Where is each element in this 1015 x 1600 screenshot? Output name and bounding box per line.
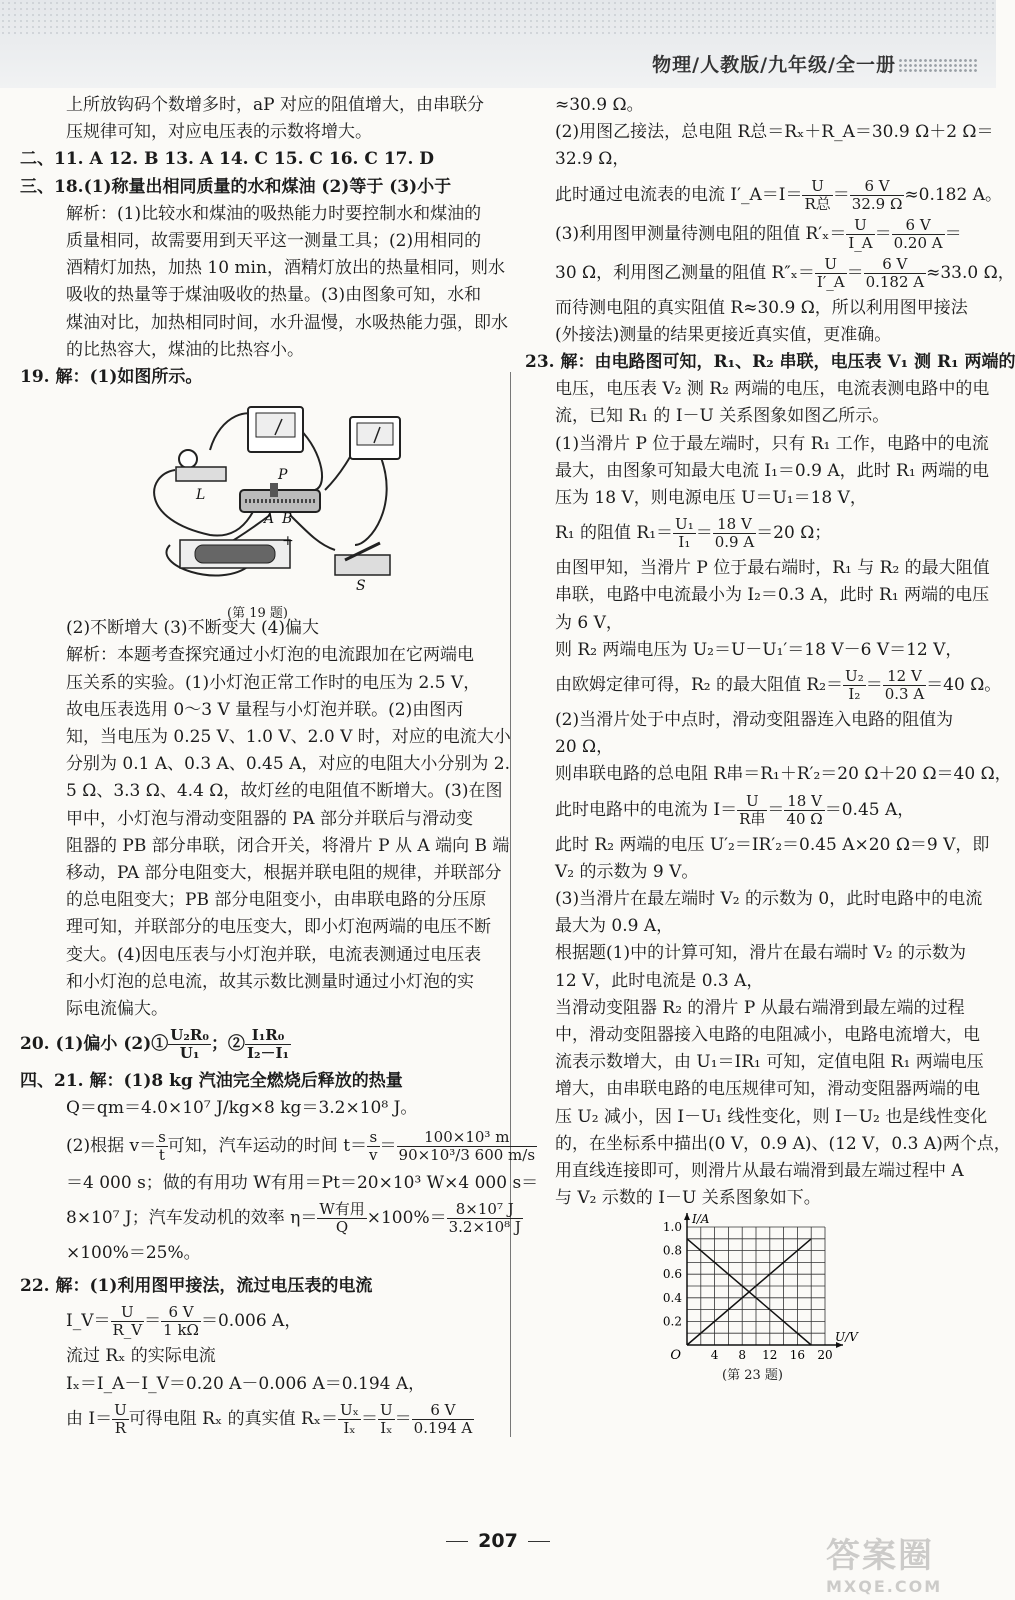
text-line: 中，滑动变阻器接入电路的电阻减小，电路电流增大，电 — [555, 1025, 980, 1046]
text-line: 压规律可知，对应电压表的示数将增大。 — [66, 122, 372, 143]
text-line: 用直线连接即可，则滑片从最右端滑到最左端过程中 A — [555, 1161, 964, 1182]
y-axis-arrow — [684, 1213, 690, 1220]
text-line: (2)不断增大 (3)不断变大 (4)偏大 — [66, 618, 320, 639]
y-tick-label: 1.0 — [662, 1219, 682, 1234]
text-line: 阻器的 PB 部分串联，闭合开关，将滑片 P 从 A 端向 B 端 — [66, 835, 510, 856]
fraction: $\frac{\text{U₁}}{\text{I₁}}$ — [675, 515, 694, 552]
text-line: 则 R₂ 两端电压为 U₂＝U－U₁′＝18 V－6 V＝12 V， — [555, 639, 963, 660]
text-line: 32.9 Ω， — [555, 149, 630, 170]
watermark-url: MXQE.COM — [826, 1577, 943, 1596]
text-line: (外接法)测量的结果更接近真实值，更准确。 — [555, 324, 892, 345]
circuit-diagram — [20, 395, 495, 595]
fraction: $\frac{\text{U₂R₀}}{\text{U₁}}$ — [170, 1026, 209, 1063]
fraction: $\frac{\text{I₁R₀}}{\text{I₂－I₁}}$ — [246, 1026, 290, 1063]
text-line: 当滑动变阻器 R₂ 的滑片 P 从最右端滑到最左端的过程 — [555, 997, 965, 1018]
bulb-icon — [176, 450, 226, 481]
x-tick-label: 16 — [789, 1347, 806, 1362]
formula-line: (2)根据 v＝ $\frac{s}{t}$ 可知，汽车运动的时间 t＝ $\frac{s}{v}$ ＝ $\frac{\text{100×10³ m}}{\text{90×10³/3 600 m/s}}$ — [66, 1127, 536, 1164]
text-line: (3)当滑片在最左端时 V₂ 的示数为 0，此时电路中的电流 — [555, 889, 983, 910]
fraction: $\frac{U}{I\_A}$ — [848, 215, 873, 252]
x-tick-label: 12 — [762, 1347, 778, 1362]
y-tick-label: 0.4 — [662, 1290, 682, 1305]
x-tick-label: 20 — [817, 1347, 833, 1362]
formula-line: 此时通过电流表的电流 I′_A＝I＝ $\frac{U}{\text{R总}}$ ＝ $\frac{6 V}{32.9 \Omega}$ ≈0.182 A。 — [555, 176, 1002, 213]
y-tick-label: 0.8 — [662, 1243, 682, 1258]
question-18-answer: 三、18.(1)称量出相同质量的水和煤油 (2)等于 (3)小于 — [20, 176, 452, 197]
text-line: 则串联电路的总电阻 R串＝R₁＋R′₂＝20 Ω＋20 Ω＝40 Ω， — [555, 764, 1012, 785]
page-number: 207 — [0, 1530, 996, 1552]
text-line: 与 V₂ 示数的 I－U 关系图象如下。 — [555, 1188, 821, 1209]
fraction: $\frac{U}{\text{R总}}$ — [804, 176, 831, 213]
text-line: 压为 18 V，则电源电压 U＝U₁＝18 V， — [555, 488, 867, 509]
formula-line: 由欧姆定律可得，R₂ 的最大阻值 R₂＝ $\frac{\text{U₂}}{\text{I₂}}$ ＝ $\frac{12 V}{0.3 A}$ ＝40 Ω。 — [555, 667, 1002, 704]
text-line: 流，已知 R₁ 的 I－U 关系图象如图乙所示。 — [555, 406, 890, 427]
formula-line: 此时电路中的电流为 I＝ $\frac{U}{\text{R串}}$ ＝ $\frac{18 V}{40 \Omega}$ ＝0.45 A， — [555, 791, 915, 828]
text-line: 5 Ω、3.3 Ω、4.4 Ω，故灯丝的电阻值不断增大。(3)在图 — [66, 781, 503, 802]
text-line: 的比热容大，煤油的比热容小。 — [66, 339, 304, 360]
fraction: $\frac{18 V}{0.9 A}$ — [714, 515, 755, 552]
fraction: $\frac{U}{I'\_A}$ — [816, 254, 845, 291]
text-line: 增大，由串联电路的电压规律可知，滑动变阻器两端的电 — [555, 1079, 980, 1100]
fraction: $\frac{6 V}{0.194 A}$ — [413, 1400, 473, 1437]
text-line: Q＝qm＝4.0×10⁷ J/kg×8 kg＝3.2×10⁸ J。 — [66, 1098, 418, 1119]
text-line: 的总电阻变大；PB 部分电阻变小，由串联电路的分压原 — [66, 890, 487, 911]
text-line: ≈30.9 Ω。 — [555, 95, 644, 115]
figure-23-caption: (第 23 题) — [722, 1367, 783, 1383]
y-axis-label: I/A — [692, 1211, 710, 1226]
label-plus: + — [282, 533, 294, 550]
question-22-heading: 22. 解：(1)利用图甲接法，流过电压表的电流 — [20, 1276, 373, 1297]
fraction: $\frac{s}{t}$ — [158, 1127, 166, 1164]
formula-line: (3)利用图甲测量待测电阻的阻值 R′ₓ＝ $\frac{U}{I\_A}$ ＝ $\frac{6 V}{0.20 A}$ ＝ — [555, 215, 962, 252]
column-divider — [510, 372, 511, 1437]
text-line: 移动，PA 部分电阻变大，根据并联电阻的规律，并联部分 — [66, 863, 502, 884]
label-P: P — [278, 467, 288, 484]
figure-19-caption: (第 19 题) — [227, 606, 288, 622]
text-line: 和小灯泡的总电流，故其示数比测量时通过小灯泡的实 — [66, 971, 474, 992]
text-line: 12 V，此时电流是 0.3 A， — [555, 970, 764, 991]
fraction: $\frac{\text{8×10⁷ J}}{\text{3.2×10⁸ J}}$ — [448, 1199, 521, 1236]
text-line: 串联，电路中电流最小为 I₂＝0.3 A，此时 R₁ 两端的电压 — [555, 585, 990, 606]
fraction: $\frac{12 V}{0.3 A}$ — [884, 667, 925, 704]
formula-line: 30 Ω，利用图乙测量的阻值 R″ₓ＝ $\frac{U}{I'\_A}$ ＝ $\frac{6 V}{0.182 A}$ ≈33.0 Ω， — [555, 254, 1015, 291]
origin-label: O — [670, 1347, 681, 1363]
page-number-dash — [528, 1541, 550, 1542]
text-line: ×100%＝25%。 — [66, 1242, 201, 1263]
text-line: V₂ 的示数为 9 V。 — [555, 861, 699, 882]
label-S: S — [356, 578, 366, 595]
text-line: 最大，由图象可知最大电流 I₁＝0.9 A，此时 R₁ 两端的电 — [555, 460, 990, 481]
question-23-heading: 23. 解：由电路图可知，R₁、R₂ 串联，电压表 V₁ 测 R₁ 两端的 — [525, 352, 1015, 373]
fraction: $\frac{6 V}{0.182 A}$ — [865, 254, 925, 291]
text-line: 流表示数增大，由 U₁＝IR₁ 可知，定值电阻 R₁ 两端电压 — [555, 1052, 984, 1073]
page-number-dash — [446, 1541, 468, 1542]
ammeter-icon — [350, 417, 400, 459]
text-line: (2)当滑片处于中点时，滑动变阻器连入电路的阻值为 — [555, 710, 954, 731]
formula-line: 8×10⁷ J；汽车发动机的效率 η＝ $\frac{\text{W有用}}{Q}$ ×100%＝ $\frac{\text{8×10⁷ J}}{\text{3.2×10⁸ J}}$ — [66, 1199, 521, 1236]
fraction: $\frac{\text{Uₓ}}{\text{Iₓ}}$ — [340, 1400, 360, 1437]
header-dot-decoration — [898, 58, 978, 72]
x-axis-label: U/V — [835, 1329, 858, 1344]
figure-19-circuit — [20, 395, 495, 622]
fraction: $\frac{U}{\text{Iₓ}}$ — [380, 1400, 393, 1437]
text-line: 质量相同，故需要用到天平这一测量工具；(2)用相同的 — [66, 231, 482, 252]
text-line: 流过 Rₓ 的实际电流 — [66, 1346, 216, 1367]
x-tick-label: 8 — [738, 1347, 747, 1362]
formula-line: R₁ 的阻值 R₁＝ $\frac{\text{U₁}}{\text{I₁}}$ ＝ $\frac{18 V}{0.9 A}$ ＝20 Ω； — [555, 515, 832, 552]
text-line: 的，在坐标系中描出(0 V，0.9 A)、(12 V，0.3 A)两个点， — [555, 1133, 1011, 1154]
text-line: 知，当电压为 0.25 V、1.0 V、2.0 V 时，对应的电流大小 — [66, 727, 511, 748]
fraction: $\frac{18 V}{40 \Omega}$ — [786, 791, 823, 828]
fraction: $\frac{U}{\text{R串}}$ — [739, 791, 766, 828]
label-L: L — [196, 487, 206, 504]
question-21-heading: 四、21. 解：(1)8 kg 汽油完全燃烧后释放的热量 — [20, 1071, 403, 1092]
rheostat-icon — [240, 483, 320, 512]
text-line: (1)当滑片 P 位于最左端时，只有 R₁ 工作，电路中的电流 — [555, 433, 989, 454]
fraction: $\frac{\text{W有用}}{Q}$ — [319, 1199, 365, 1236]
text-line: 解析：本题考查探究通过小灯泡的电流跟加在它两端电 — [66, 645, 474, 666]
iu-graph — [525, 1211, 980, 1363]
fraction: $\frac{6 V}{0.20 A}$ — [893, 215, 943, 252]
watermark-logo — [826, 1528, 976, 1596]
right-column — [525, 92, 1015, 1383]
formula-line: I_V＝ $\frac{U}{R\_V}$ ＝ $\frac{6 V}{1 k\Omega}$ ＝0.006 A， — [66, 1303, 302, 1340]
text-line: 而待测电阻的真实阻值 R≈30.9 Ω，所以利用图甲接法 — [555, 297, 968, 318]
text-line: 由图甲知，当滑片 P 位于最右端时，R₁ 与 R₂ 的最大阻值 — [555, 558, 990, 579]
text-line: 甲中，小灯泡与滑动变阻器的 PA 部分并联后与滑动变 — [66, 808, 473, 829]
fraction: $\frac{U}{R\_V}$ — [112, 1303, 143, 1340]
text-line: 故电压表选用 0～3 V 量程与小灯泡并联。(2)由图丙 — [66, 699, 464, 720]
section-2-answers: 二、11. A 12. B 13. A 14. C 15. C 16. C 17. D — [20, 149, 435, 170]
battery-icon — [180, 540, 290, 568]
text-line: Iₓ＝I_A－I_V＝0.20 A－0.006 A＝0.194 A， — [66, 1373, 426, 1394]
text-line: (2)用图乙接法，总电阻 R总＝Rₓ＋R_A＝30.9 Ω＋2 Ω＝ — [555, 122, 994, 143]
fraction: $\frac{6 V}{32.9 \Omega}$ — [851, 176, 903, 213]
question-20-answer: 20. (1)偏小 (2)① $\frac{\text{U₂R₀}}{\text{U₁}}$ ；② $\frac{\text{I₁R₀}}{\text{I₂－I₁}}$ — [20, 1026, 290, 1063]
question-19-heading: 19. 解：(1)如图所示。 — [20, 367, 203, 388]
text-line: 20 Ω， — [555, 737, 614, 758]
text-line: ＝4 000 s；做的有用功 W有用＝Pt＝20×10³ W×4 000 s＝ — [66, 1172, 539, 1193]
header-title: 物理/人教版/九年级/全一册 — [652, 54, 896, 76]
text-line: 电压，电压表 V₂ 测 R₂ 两端的电压，电流表测电路中的电 — [555, 379, 990, 400]
text-line: 此时 R₂ 两端的电压 U′₂＝IR′₂＝0.45 A×20 Ω＝9 V，即 — [555, 834, 990, 855]
text-line: 际电流偏大。 — [66, 999, 168, 1020]
label-B: B — [282, 511, 293, 528]
text-line: 吸收的热量等于煤油吸收的热量。(3)由图象可知，水和 — [66, 285, 482, 306]
text-line: 上所放钩码个数增多时，aP 对应的阻值增大，由串联分 — [66, 95, 484, 115]
fraction: $\frac{\text{100×10³ m}}{\text{90×10³/3 600 m/s}}$ — [398, 1127, 536, 1164]
switch-icon — [335, 543, 390, 575]
header-dot-pattern — [0, 0, 996, 34]
text-line: 煤油对比，加热相同时间，水升温慢，水吸热能力强，即水 — [66, 312, 508, 333]
text-line: 变大。(4)因电压表与小灯泡并联，电流表测通过电压表 — [66, 944, 482, 965]
text-line: 酒精灯加热，加热 10 min，酒精灯放出的热量相同，则水 — [66, 258, 505, 279]
fraction: $\frac{s}{v}$ — [369, 1127, 378, 1164]
y-tick-label: 0.2 — [662, 1313, 682, 1328]
text-line: 压 U₂ 减小，因 I－U₁ 线性变化，则 I－U₂ 也是线性变化 — [555, 1106, 988, 1127]
text-line: 理可知，并联部分的电压变大，即小灯泡两端的电压不断 — [66, 917, 491, 938]
text-line: 为 6 V， — [555, 612, 623, 633]
left-column — [20, 92, 539, 1441]
y-tick-label: 0.6 — [662, 1266, 682, 1281]
formula-line: 由 I＝ $\frac{U}{R}$ 可得电阻 Rₓ 的真实值 Rₓ＝ $\frac{\text{Uₓ}}{\text{Iₓ}}$ ＝ $\frac{U}{\text{Iₓ}}$ ＝ $\frac{6 V}{0.194 A}$ — [66, 1400, 473, 1437]
watermark-brand: 答案圈 — [826, 1536, 934, 1576]
text-line: 最大为 0.9 A， — [555, 916, 674, 937]
x-tick-label: 4 — [710, 1347, 719, 1362]
label-A: A — [264, 511, 275, 528]
fraction: $\frac{\text{U₂}}{\text{I₂}}$ — [845, 667, 864, 704]
figure-23-graph — [525, 1211, 980, 1383]
fraction: $\frac{6 V}{1 k\Omega}$ — [163, 1303, 199, 1340]
text-line: 解析：(1)比较水和煤油的吸热能力时要控制水和煤油的 — [66, 203, 482, 224]
text-line: 压关系的实验。(1)小灯泡正常工作时的电压为 2.5 V， — [66, 672, 481, 693]
voltmeter-icon — [248, 407, 303, 452]
text-line: 分别为 0.1 A、0.3 A、0.45 A，对应的电阻大小分别为 2. — [66, 754, 510, 775]
fraction: $\frac{U}{R}$ — [114, 1400, 127, 1437]
text-line: 根据题(1)中的计算可知，滑片在最右端时 V₂ 的示数为 — [555, 943, 966, 964]
